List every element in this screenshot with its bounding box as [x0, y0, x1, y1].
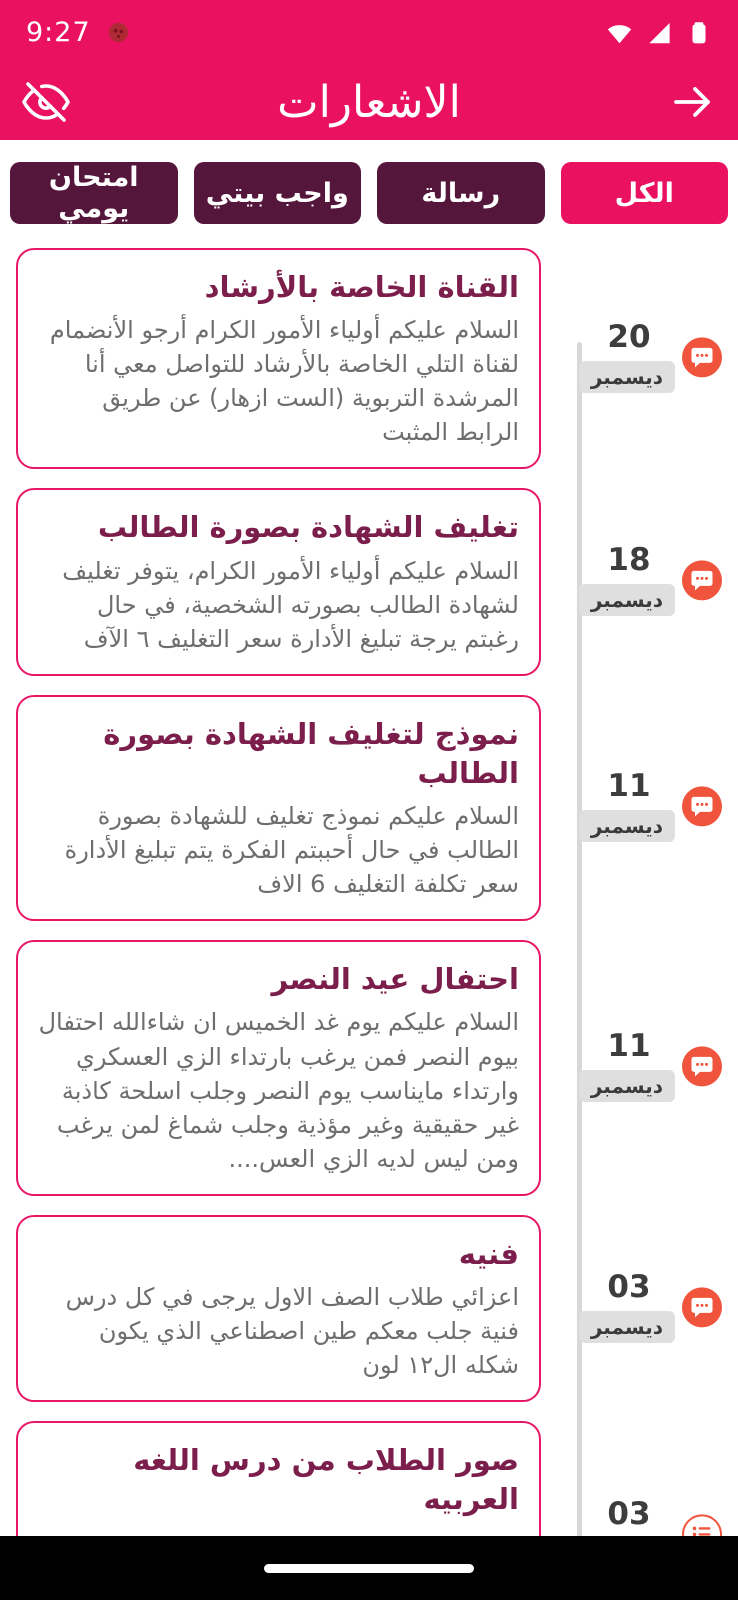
- notification-card[interactable]: [16, 940, 541, 1196]
- date-day: 20: [607, 318, 651, 355]
- notification-row: [16, 248, 738, 469]
- notification-body: السلام عليكم نموذج تغليف للشهادة بصورة الطالب في حال أحببتم الفكرة يتم تبليغ الأدارة سعر تكلفة التغليف 6 الاف: [64, 802, 519, 899]
- gesture-handle[interactable]: [264, 1564, 474, 1573]
- chat-bubble-icon: [690, 1295, 714, 1319]
- tab-daily-exam[interactable]: امتحان يومي: [10, 162, 178, 224]
- date-month-badge: ديسمبر: [579, 1311, 675, 1343]
- date-month-badge: ديسمبر: [579, 361, 675, 393]
- tab-all[interactable]: الكل: [561, 162, 729, 224]
- notification-row: [16, 695, 738, 922]
- notification-body: السلام عليكم يوم غد الخميس ان شاءالله احتفال بيوم النصر فمن يرغب بارتداء الزي العسكري وارتداء مايناسب يوم النصر وجلب اسلحة كاذبة غير حقيقية وغير مؤذية وجلب شماغ لمن يرغب ومن ليس لديه الزي العس....: [38, 1008, 519, 1173]
- notification-date: [583, 1269, 675, 1343]
- notification-date: [583, 1028, 675, 1102]
- notification-title: احتفال عيد النصر: [271, 962, 519, 997]
- filter-tabs: [0, 162, 738, 224]
- page-title: الاشعارات: [277, 76, 461, 128]
- timeline-meta: [541, 488, 738, 675]
- app-notification-icon: [107, 21, 130, 44]
- notification-row: [16, 1215, 738, 1402]
- date-day: 03: [607, 1496, 651, 1533]
- notification-date: [583, 542, 675, 616]
- notification-title: صور الطلاب من درس اللغه العربيه: [133, 1443, 519, 1517]
- status-time: 9:27: [26, 16, 91, 48]
- date-day: 03: [607, 1268, 651, 1305]
- tab-message[interactable]: رسالة: [377, 162, 545, 224]
- notification-row: [16, 940, 738, 1196]
- wifi-icon: [606, 19, 633, 46]
- chat-bubble-icon: [690, 794, 714, 818]
- date-day: 11: [607, 1028, 651, 1065]
- back-arrow-icon[interactable]: [668, 78, 716, 126]
- notification-card[interactable]: [16, 695, 541, 922]
- notification-row: [16, 488, 738, 675]
- notification-title: تغليف الشهادة بصورة الطالب: [97, 510, 519, 545]
- battery-icon: [686, 19, 712, 46]
- tab-homework[interactable]: واجب بيتي: [194, 162, 362, 224]
- signal-icon: [646, 19, 673, 46]
- notification-card[interactable]: [16, 1215, 541, 1402]
- timeline-dot: [682, 1047, 722, 1087]
- timeline-meta: [541, 248, 738, 469]
- date-day: 11: [607, 768, 651, 805]
- notification-body: السلام عليكم أولياء الأمور الكرام أرجو الأنضمام لقناة التلي الخاصة بالأرشاد للتواصل معي أنا المرشدة التربوية (الست ازهار) عن طريق الرابط المثبت: [49, 316, 519, 447]
- timeline-dot: [682, 786, 722, 826]
- status-icons: [606, 19, 712, 46]
- chat-bubble-icon: [690, 569, 714, 593]
- chat-bubble-icon: [690, 345, 714, 369]
- status-bar: [0, 0, 738, 64]
- notification-body: السلام عليكم أولياء الأمور الكرام، يتوفر تغليف لشهادة الطالب بصورته الشخصية، في حال رغبتم يرجة تبليغ الأدارة سعر التغليف ٦ الآف: [62, 556, 519, 653]
- notification-title: القناة الخاصة بالأرشاد: [204, 270, 519, 304]
- notification-card[interactable]: [16, 248, 541, 469]
- timeline-dot: [682, 337, 722, 377]
- notification-title: فنيه: [458, 1236, 519, 1271]
- date-month-badge: ديسمبر: [579, 1070, 675, 1102]
- timeline-dot: [682, 1287, 722, 1327]
- timeline-dot: [682, 561, 722, 601]
- notification-list: [0, 224, 738, 1600]
- notification-title: نموذج لتغليف الشهادة بصورة الطالب: [103, 716, 519, 790]
- timeline-meta: [541, 695, 738, 922]
- notification-date: [583, 768, 675, 842]
- eye-off-icon[interactable]: [22, 78, 70, 126]
- date-month-badge: ديسمبر: [579, 584, 675, 616]
- system-nav-bar: [0, 1536, 738, 1600]
- chat-bubble-icon: [690, 1055, 714, 1079]
- notification-card[interactable]: [16, 488, 541, 675]
- date-month-badge: ديسمبر: [579, 810, 675, 842]
- header: [0, 64, 738, 140]
- notification-body: اعزائي طلاب الصف الاول يرجى في كل درس فنية جلب معكم طين اصطناعي الذي يكون شكله ال١٢ لون: [65, 1283, 519, 1380]
- timeline-meta: [541, 1215, 738, 1402]
- timeline-meta: [541, 940, 738, 1196]
- date-day: 18: [607, 542, 651, 579]
- notification-date: [583, 319, 675, 393]
